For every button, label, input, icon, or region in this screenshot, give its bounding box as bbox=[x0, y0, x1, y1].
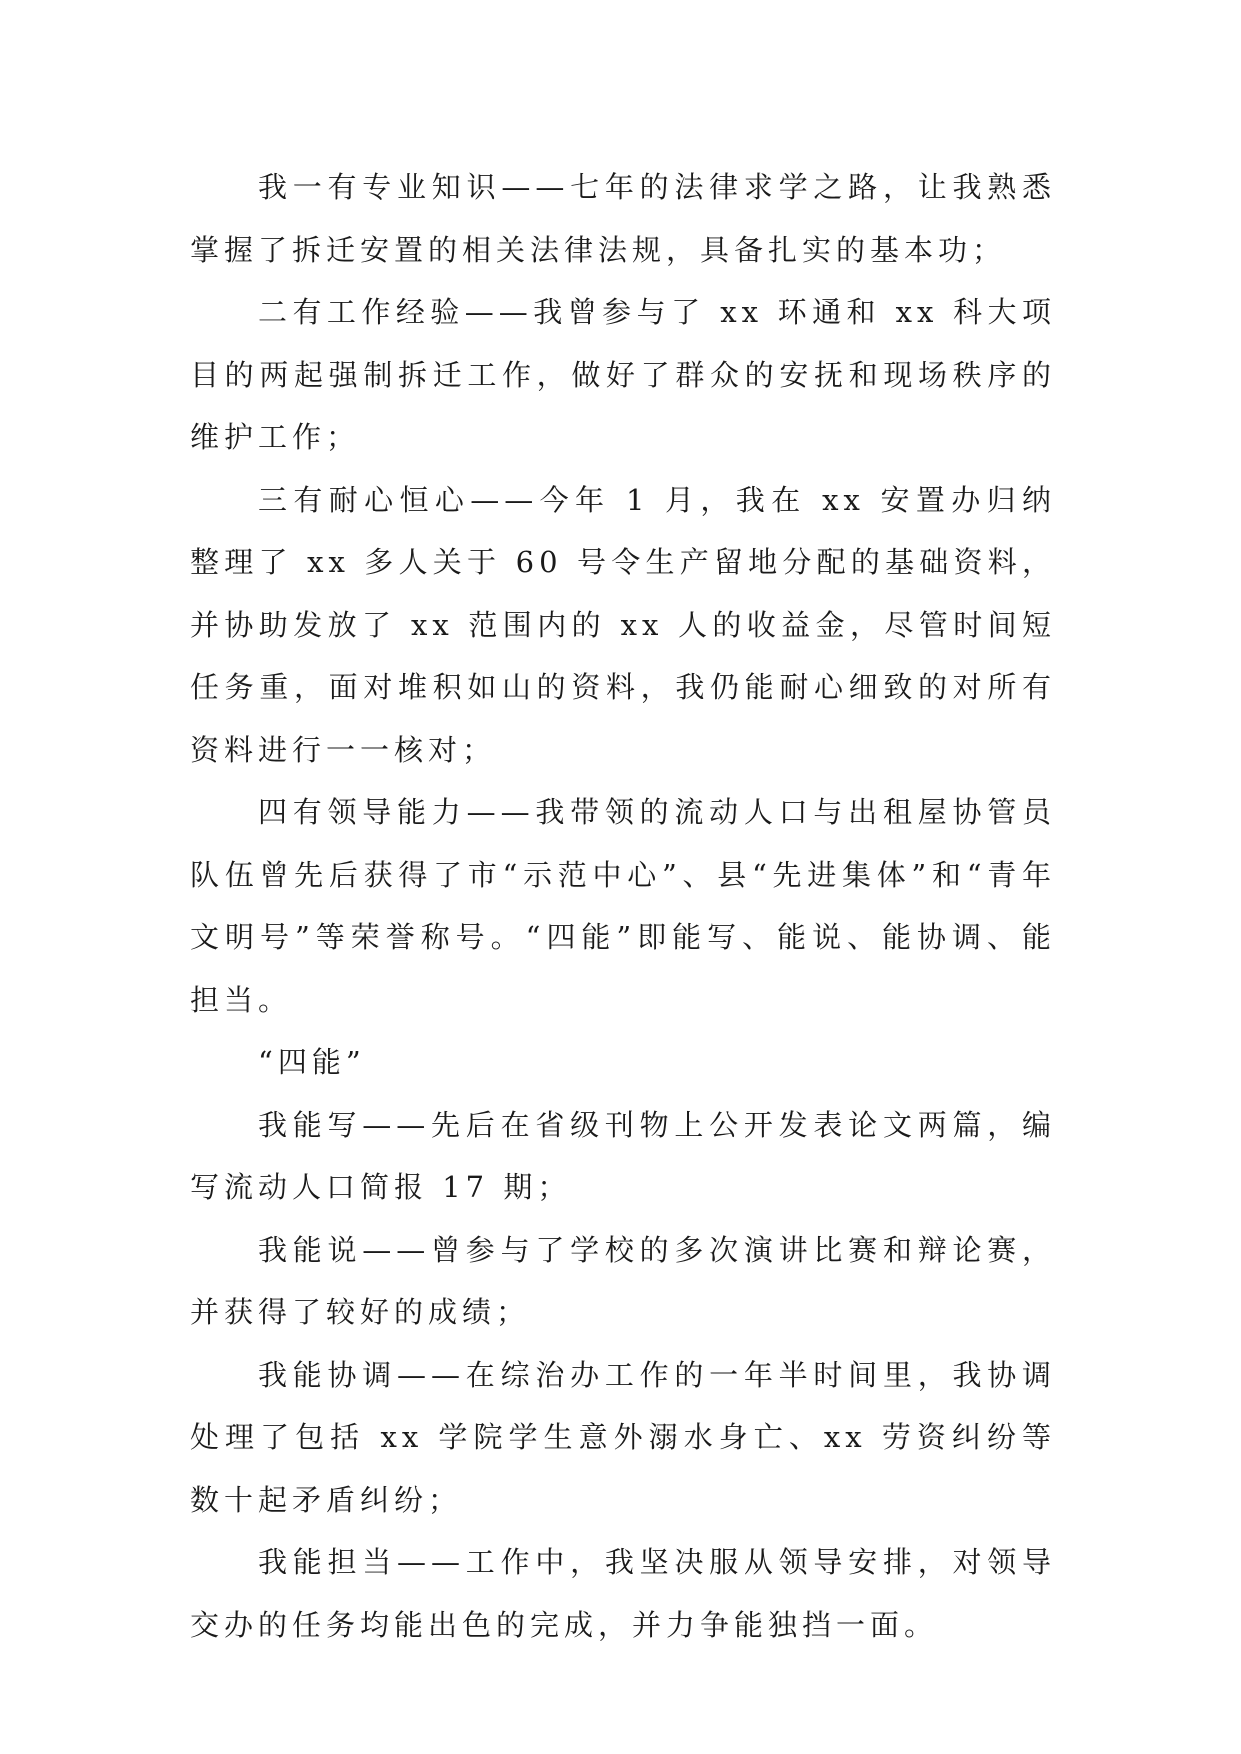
paragraph-patience: 三有耐心恒心——今年 1 月，我在 xx 安置办归纳整理了 xx 多人关于 60 号令生产留地分配的基础资料，并协助发放了 xx 范围内的 xx 人的收益金，尽管时间短任务重，面对堆积如山的资料，我仍能耐心细致的对所有资料进行一一核对； bbox=[190, 482, 1056, 767]
paragraph-can-coordinate: 我能协调——在综治办工作的一年半时间里，我协调处理了包括 xx 学院学生意外溺水身亡、xx 劳资纠纷等数十起矛盾纠纷； bbox=[190, 1357, 1056, 1517]
paragraph-leadership: 四有领导能力——我带领的流动人口与出租屋协管员队伍曾先后获得了市“示范中心”、县“先进集体”和“青年文明号”等荣誉称号。“四能”即能写、能说、能协调、能担当。 bbox=[190, 795, 1056, 1017]
paragraph-can-take-responsibility: 我能担当——工作中，我坚决服从领导安排，对领导交办的任务均能出色的完成，并力争能独挡一面。 bbox=[190, 1545, 1056, 1642]
paragraph-can-write: 我能写——先后在省级刊物上公开发表论文两篇，编写流动人口简报 17 期； bbox=[190, 1107, 1056, 1204]
paragraph-professional-knowledge: 我一有专业知识——七年的法律求学之路，让我熟悉掌握了拆迁安置的相关法律法规，具备扎实的基本功； bbox=[190, 170, 1056, 267]
document-body bbox=[190, 156, 1056, 1656]
paragraph-work-experience: 二有工作经验——我曾参与了 xx 环通和 xx 科大项目的两起强制拆迁工作，做好了群众的安抚和现场秩序的维护工作； bbox=[190, 295, 1056, 454]
paragraph-can-speak: 我能说——曾参与了学校的多次演讲比赛和辩论赛，并获得了较好的成绩； bbox=[190, 1232, 1056, 1329]
section-heading-four-abilities: “四能” bbox=[258, 1045, 366, 1079]
